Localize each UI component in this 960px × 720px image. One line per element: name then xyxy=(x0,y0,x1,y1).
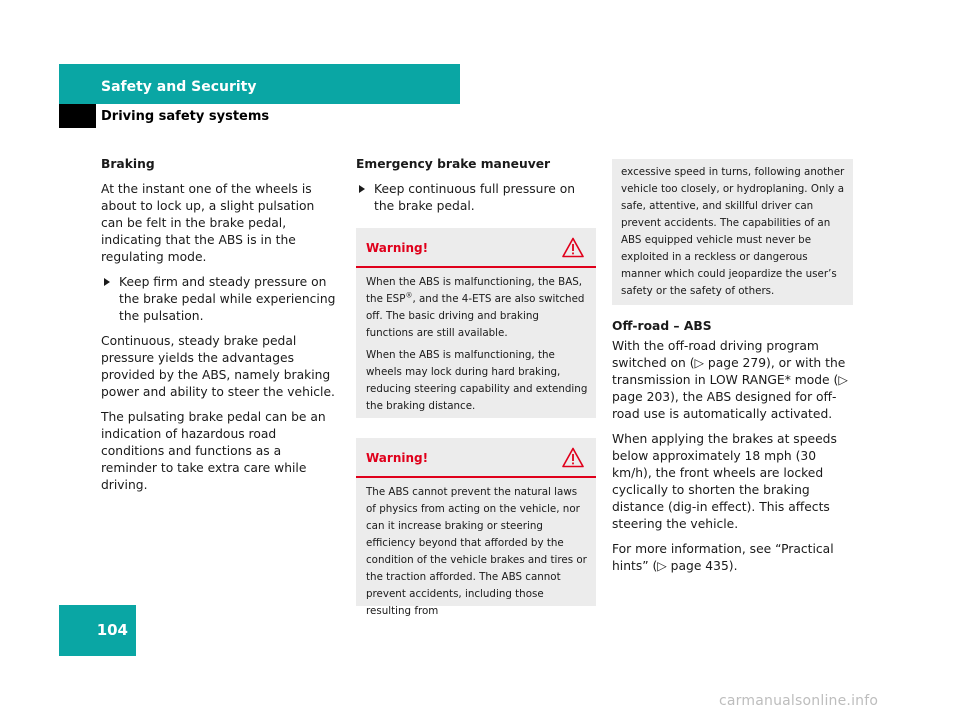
subsection-title: Driving safety systems xyxy=(101,109,270,124)
braking-heading: Braking xyxy=(101,157,155,171)
offroad-abs-heading: Off-road – ABS xyxy=(612,319,712,333)
braking-paragraph-3: The pulsating brake pedal can be an indication of hazardous road conditions and functions as a reminder to take extra care while driving. xyxy=(101,410,326,492)
warning-1-paragraph-1: When the ABS is malfunctioning, the BAS, the ESP®, and the 4-ETS are also switched off. The basic driving and braking functions are still available. xyxy=(366,276,585,339)
column-3 xyxy=(612,318,853,583)
warning-continuation-text: excessive speed in turns, following another vehicle too closely, or hydroplaning. Only a safe, attentive, and skillful driver can prevent accidents. The capabilities of an ABS equipped vehicle must never be exploited in a reckless or dangerous manner which could jeopardize the user’s safety or the safety of others. xyxy=(621,166,845,297)
page-number: 104 xyxy=(96,621,128,639)
warning-header xyxy=(356,438,596,478)
column-2 xyxy=(356,156,596,223)
warning-body xyxy=(356,478,596,620)
offroad-paragraph-2: When applying the brakes at speeds below approximately 18 mph (30 km/h), the front wheels are locked cyclically to shorten the braking distance (dig-in effect). This affects steering the vehicle. xyxy=(612,432,837,531)
offroad-paragraph-3: For more information, see “Practical hints” (▷ page 435). xyxy=(612,542,834,573)
warning-box-2 xyxy=(356,438,596,617)
watermark: carmanualsonline.info xyxy=(719,693,879,709)
braking-bullet-text: Keep firm and steady pressure on the brake pedal while experiencing the pulsation. xyxy=(119,275,336,323)
braking-bullet xyxy=(101,274,339,325)
emergency-bullet-text: Keep continuous full pressure on the brake pedal. xyxy=(374,182,576,213)
warning-body xyxy=(356,268,596,415)
offroad-paragraph-1: With the off-road driving program switched on (▷ page 279), or with the transmission in LOW RANGE* mode (▷ page 203), the ABS designed for off-road use is automatically activated. xyxy=(612,339,848,421)
column-1 xyxy=(101,156,339,502)
warning-title: Warning! xyxy=(366,241,429,255)
braking-paragraph-1: At the instant one of the wheels is about to lock up, a slight pulsation can be felt in the brake pedal, indicating that the ABS is in the regulating mode. xyxy=(101,182,315,264)
page-number-box xyxy=(59,605,136,656)
section-title: Safety and Security xyxy=(101,79,257,95)
emergency-bullet xyxy=(356,181,596,215)
warning-box-1 xyxy=(356,228,596,418)
warning-1-paragraph-2: When the ABS is malfunctioning, the wheels may lock during hard braking, reducing steering capability and extending the braking distance. xyxy=(366,349,588,412)
emergency-heading: Emergency brake maneuver xyxy=(356,157,551,171)
bullet-arrow-icon xyxy=(359,185,365,193)
header-marker xyxy=(59,104,96,128)
warning-2-paragraph-1: The ABS cannot prevent the natural laws of physics from acting on the vehicle, nor can it increase braking or steering efficiency beyond that afforded by the condition of the vehicle brakes and tires or the traction afforded. The ABS cannot prevent accidents, including those resulting from xyxy=(366,486,587,617)
warning-header xyxy=(356,228,596,268)
bullet-arrow-icon xyxy=(104,278,110,286)
warning-title: Warning! xyxy=(366,451,429,465)
warning-triangle-icon xyxy=(562,447,584,468)
warning-continuation-box xyxy=(612,159,853,305)
warning-triangle-icon xyxy=(562,237,584,258)
braking-paragraph-2: Continuous, steady brake pedal pressure yields the advantages provided by the ABS, namely braking power and ability to steer the vehicle. xyxy=(101,334,335,399)
